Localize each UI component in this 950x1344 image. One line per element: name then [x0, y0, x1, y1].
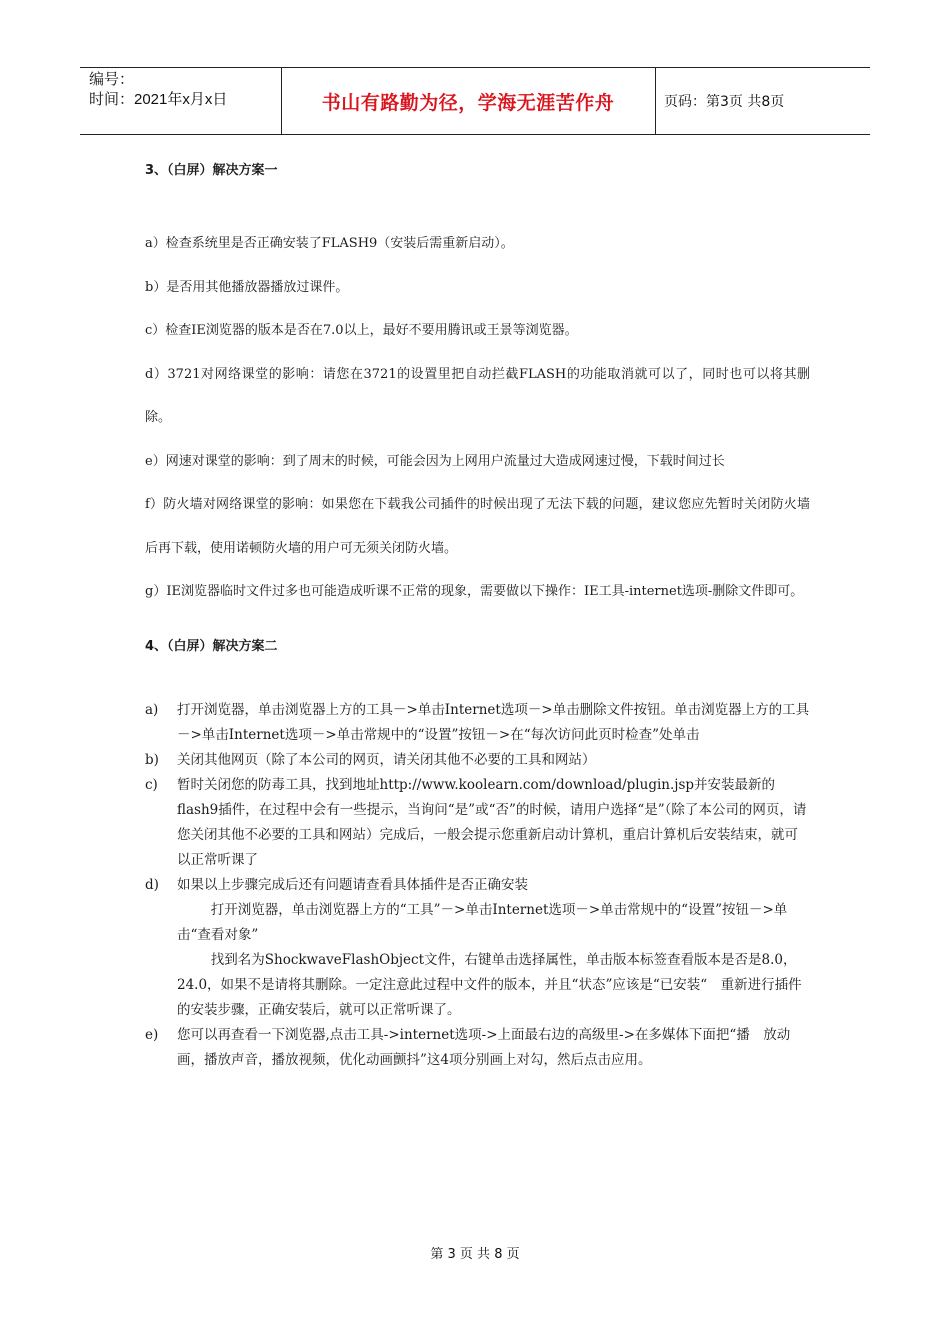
list-item: g）IE浏览器临时文件过多也可能造成听课不正常的现象，需要做以下操作：IE工具-internet选项-删除文件即可。 — [145, 584, 804, 599]
list-item — [145, 873, 810, 898]
item-label: c) — [145, 776, 158, 793]
header-page-info: 页码：第3页 共8页 — [664, 94, 785, 110]
list-item: a）检查系统里是否正确安装了FLASH9（安装后需重新启动）。 — [145, 236, 514, 251]
header-divider-left — [281, 67, 282, 135]
item-text: 找到名为ShockwaveFlashObject文件，右键单击选择属性，单击版本标签查看版本是否是8.0，24.0，如果不是请将其删除。一定注意此过程中文件的版本，并且“状态”应该是“已安装“ 重新进行插件的安装步骤，正确安装后，就可以正常听课了。 — [177, 951, 802, 1018]
section-3-title: 3、（白屏）解决方案一 — [145, 163, 278, 178]
list-item-sub — [145, 948, 810, 1023]
item-text: 打开浏览器，单击浏览器上方的“工具”－>单击Internet选项－>单击常规中的“设置”按钮－>单击“查看对象” — [177, 901, 788, 943]
list-item: f）防火墙对网络课堂的影响：如果您在下载我公司插件的时候出现了无法下载的问题，建议您应先暂时关闭防火墙后再下载，使用诺顿防火墙的用户可无须关闭防火墙。 — [145, 497, 810, 556]
item-text: 如果以上步骤完成后还有问题请查看具体插件是否正确安装 — [177, 876, 528, 893]
number-label: 编号： — [89, 71, 135, 88]
item-text: 打开浏览器，单击浏览器上方的工具－>单击Internet选项－>单击删除文件按钮。单击浏览器上方的工具－>单击Internet选项－>单击常规中的“设置”按钮－>在“每次访问此页时检查”处单击 — [177, 701, 810, 743]
header-motto: 书山有路勤为径，学海无涯苦作舟 — [321, 91, 615, 114]
item-text: 关闭其他网页（除了本公司的网页，请关闭其他不必要的工具和网站） — [177, 751, 596, 768]
item-label: a) — [145, 701, 159, 718]
date-label: 时间：2021年x月x日 — [89, 91, 228, 108]
item-label: e) — [145, 1026, 159, 1043]
section-4-title: 4、（白屏）解决方案二 — [145, 638, 278, 654]
page-footer: 第 3 页 共 8 页 — [430, 1247, 520, 1262]
list-item — [145, 698, 810, 748]
document-body — [145, 160, 810, 1073]
header-meta — [89, 70, 279, 110]
list-item: c）检查IE浏览器的版本是否在7.0以上，最好不要用腾讯或王景等浏览器。 — [145, 323, 578, 338]
list-item-sub — [145, 898, 810, 948]
item-label: d) — [145, 876, 159, 893]
list-item — [145, 773, 810, 873]
section-4-list — [145, 698, 810, 1073]
list-item — [145, 1023, 810, 1073]
list-item — [145, 748, 810, 773]
item-label: b) — [145, 751, 159, 768]
item-text: 您可以再查看一下浏览器,点击工具->internet选项->上面最右边的高级里->在多媒体下面把“播 放动画，播放声音，播放视频，优化动画颤抖”这4项分别画上对勾，然后点击应用。 — [177, 1026, 791, 1068]
list-item: e）网速对课堂的影响：到了周末的时候，可能会因为上网用户流量过大造成网速过慢，下载时间过长 — [145, 453, 725, 469]
list-item: d）3721对网络课堂的影响：请您在3721的设置里把自动拦截FLASH的功能取消就可以了，同时也可以将其删除。 — [145, 366, 810, 425]
item-text: 暂时关闭您的防毒工具，找到地址http://www.koolearn.com/download/plugin.jsp并安装最新的flash9插件，在过程中会有一些提示，当询问“是”或“否”的时候，请用户选择“是”（除了本公司的网页，请您关闭其他不必要的工具和网站）完成后，一般会提示您重新启动计算机，重启计算机后安装结束，就可以正常听课了 — [177, 776, 807, 868]
section-3-list — [145, 222, 810, 614]
list-item: b）是否用其他播放器播放过课件。 — [145, 279, 349, 295]
header-divider-right — [655, 67, 656, 135]
